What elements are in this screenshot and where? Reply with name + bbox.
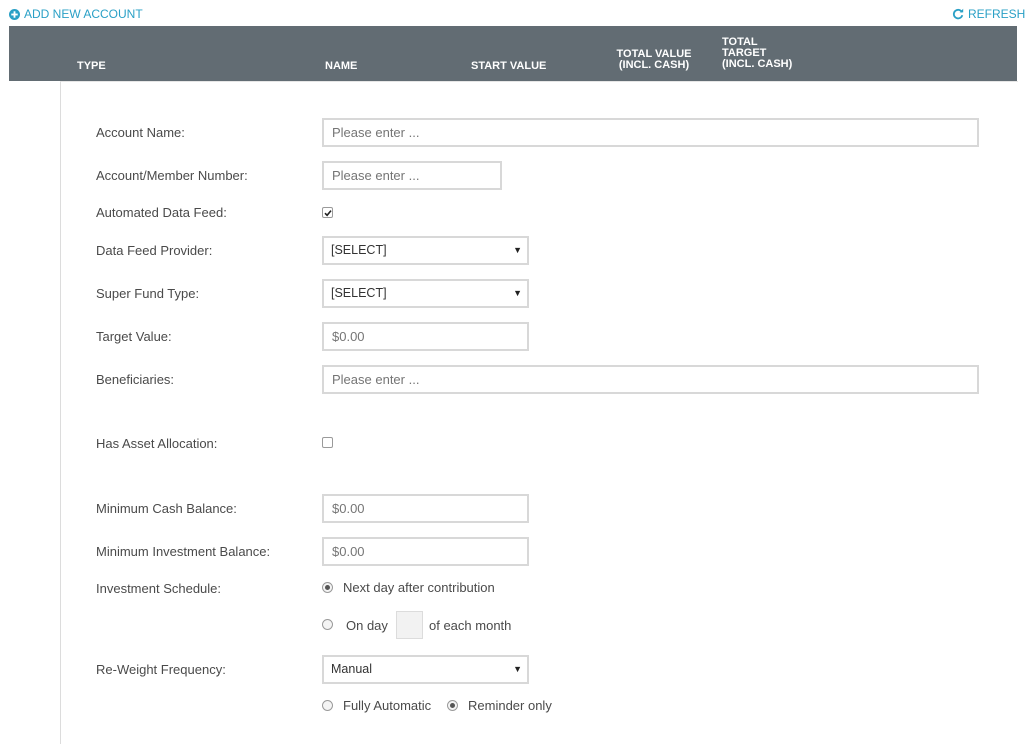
super-fund-type-label: Super Fund Type: — [96, 286, 200, 301]
automated-feed-label: Automated Data Feed: — [96, 205, 227, 220]
radio-selected-dot — [450, 703, 455, 708]
account-name-input[interactable] — [322, 118, 979, 147]
reweight-label: Re-Weight Frequency: — [96, 662, 226, 677]
schedule-on-day-radio[interactable] — [322, 619, 333, 630]
caret-down-icon: ▼ — [513, 288, 522, 298]
target-value-input[interactable] — [322, 322, 529, 351]
beneficiaries-input[interactable] — [322, 365, 979, 394]
min-cash-input[interactable] — [322, 494, 529, 523]
col-header-total-value-line1: TOTAL VALUE — [616, 48, 692, 60]
schedule-on-day-suffix: of each month — [429, 618, 512, 633]
min-investment-label: Minimum Investment Balance: — [96, 544, 271, 559]
feed-provider-select[interactable] — [322, 236, 529, 265]
member-number-input[interactable] — [322, 161, 502, 190]
col-header-total-value[interactable] — [608, 49, 700, 71]
asset-allocation-label: Has Asset Allocation: — [96, 436, 218, 451]
refresh-label: REFRESH — [968, 7, 1026, 21]
col-header-total-target-line1: TOTAL — [722, 36, 758, 48]
super-fund-type-value: [SELECT] — [331, 286, 387, 300]
col-header-total-target-line3: (INCL. CASH) — [722, 58, 793, 70]
col-header-total-target[interactable] — [722, 37, 792, 70]
beneficiaries-label: Beneficiaries: — [96, 372, 175, 387]
target-value-label: Target Value: — [96, 329, 172, 344]
plus-circle-icon — [9, 9, 20, 20]
reweight-select[interactable] — [322, 655, 529, 684]
schedule-day-input[interactable] — [396, 611, 423, 639]
investment-schedule-label: Investment Schedule: — [96, 581, 222, 596]
member-number-label: Account/Member Number: — [96, 168, 248, 183]
reweight-value: Manual — [331, 662, 372, 676]
min-investment-input[interactable] — [322, 537, 529, 566]
asset-allocation-checkbox[interactable] — [322, 437, 333, 448]
reweight-auto-label[interactable]: Fully Automatic — [343, 698, 432, 713]
caret-down-icon: ▼ — [513, 664, 522, 674]
reweight-reminder-label[interactable]: Reminder only — [468, 698, 552, 713]
col-header-start-value[interactable]: START VALUE — [471, 60, 547, 72]
accounts-table-header — [9, 26, 1017, 81]
add-new-account-link[interactable] — [9, 7, 143, 21]
reweight-auto-radio[interactable] — [322, 700, 333, 711]
col-header-name[interactable]: NAME — [325, 60, 358, 72]
schedule-on-day-label[interactable]: On day — [346, 618, 388, 633]
super-fund-type-select[interactable] — [322, 279, 529, 308]
radio-selected-dot — [325, 585, 330, 590]
caret-down-icon: ▼ — [513, 245, 522, 255]
schedule-next-day-radio[interactable] — [322, 582, 333, 593]
refresh-link[interactable] — [952, 7, 1025, 21]
reweight-reminder-radio[interactable] — [447, 700, 458, 711]
schedule-next-day-label[interactable]: Next day after contribution — [343, 580, 495, 595]
feed-provider-value: [SELECT] — [331, 243, 387, 257]
col-header-total-target-line2: TARGET — [722, 47, 767, 59]
min-cash-label: Minimum Cash Balance: — [96, 501, 237, 516]
col-header-type[interactable]: TYPE — [77, 60, 106, 72]
col-header-total-value-line2: (INCL. CASH) — [618, 59, 690, 71]
feed-provider-label: Data Feed Provider: — [96, 243, 213, 258]
account-name-label: Account Name: — [96, 125, 185, 140]
add-new-account-label: ADD NEW ACCOUNT — [24, 7, 143, 21]
check-icon — [324, 209, 332, 217]
automated-feed-checkbox[interactable] — [322, 207, 333, 218]
refresh-icon — [952, 8, 964, 20]
